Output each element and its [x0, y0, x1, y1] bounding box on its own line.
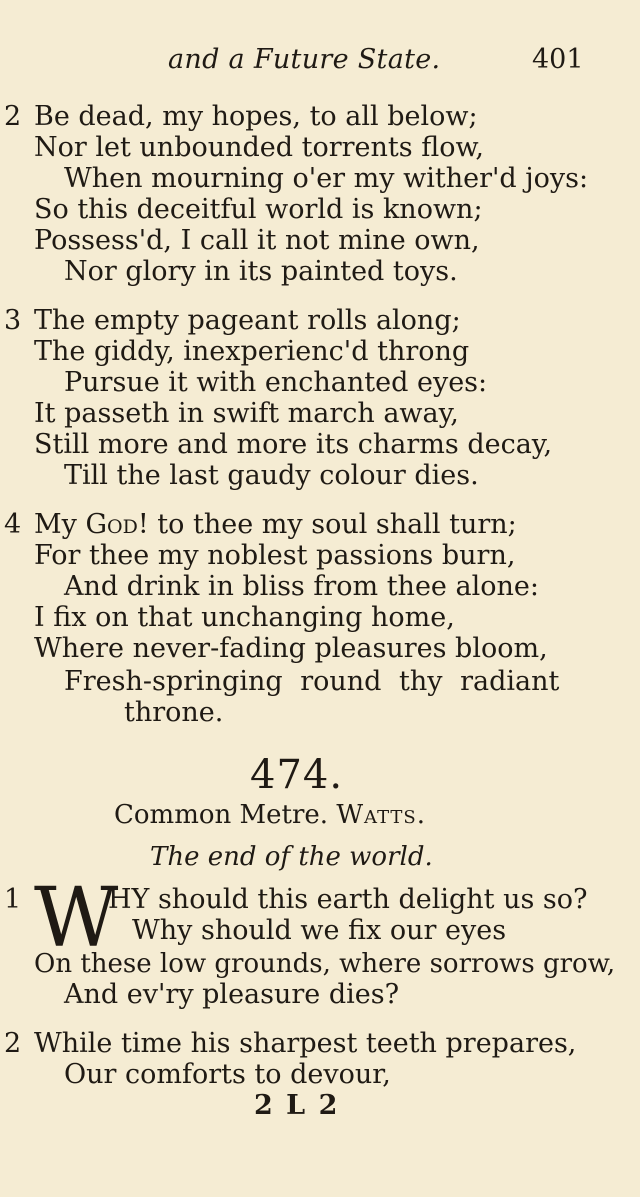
verse-line: While time his sharpest teeth prepares,: [34, 1028, 577, 1059]
verse-number: 2: [4, 1028, 22, 1059]
verse-line: It passeth in swift march away,: [34, 398, 459, 429]
verse-line: Why should we fix our eyes: [132, 915, 507, 946]
verse-line: And drink in bliss from thee alone:: [64, 571, 539, 602]
verse-line: The empty pageant rolls along;: [34, 305, 461, 336]
signature-mark: 2 L 2: [254, 1090, 340, 1121]
verse-line: I fix on that unchanging home,: [34, 602, 455, 633]
verse-line: Nor glory in its painted toys.: [64, 256, 458, 287]
verse-line: Fresh-springing round thy radiant: [64, 666, 560, 697]
verse-line: Nor let unbounded torrents flow,: [34, 132, 484, 163]
verse-line: throne.: [124, 697, 224, 728]
divine-name: God: [85, 509, 138, 540]
hymn-meter: Common Metre.: [114, 800, 329, 830]
verse-line: HY should this earth delight us so?: [108, 884, 588, 915]
verse-line-post: ! to thee my soul shall turn;: [137, 509, 517, 540]
verse-line: For thee my noblest passions burn,: [34, 540, 516, 571]
page-number: 401: [532, 44, 584, 75]
verse-line: [34, 509, 517, 541]
verse-line: Till the last gaudy colour dies.: [64, 460, 479, 491]
verse-line: And ev'ry pleasure dies?: [64, 979, 400, 1010]
verse-line-pre: My: [34, 509, 86, 540]
verse-number: 3: [4, 305, 22, 336]
verse-line: Possess'd, I call it not mine own,: [34, 225, 480, 256]
verse-number: 1: [4, 884, 22, 915]
running-header-title: and a Future State.: [168, 44, 441, 75]
verse-line: Pursue it with enchanted eyes:: [64, 367, 488, 398]
verse-line: Where never-fading pleasures bloom,: [34, 633, 548, 664]
verse-line: On these low grounds, where sorrows grow,: [34, 949, 616, 979]
verse-number: 2: [4, 101, 22, 132]
verse-line: The giddy, inexperienc'd throng: [34, 336, 470, 367]
verse-line: Still more and more its charms decay,: [34, 429, 553, 460]
verse-number: 4: [4, 509, 22, 540]
verse-line: So this deceitful world is known;: [34, 194, 483, 225]
hymn-meter-line: [114, 800, 426, 830]
verse-line: Our comforts to devour,: [64, 1059, 391, 1090]
hymn-number: 474.: [250, 752, 344, 798]
hymn-subtitle: The end of the world.: [150, 842, 433, 872]
verse-line: When mourning o'er my wither'd joys:: [64, 163, 589, 194]
verse-line: Be dead, my hopes, to all below;: [34, 101, 478, 132]
drop-cap: W: [34, 871, 119, 966]
hymn-author: Watts.: [336, 800, 427, 830]
